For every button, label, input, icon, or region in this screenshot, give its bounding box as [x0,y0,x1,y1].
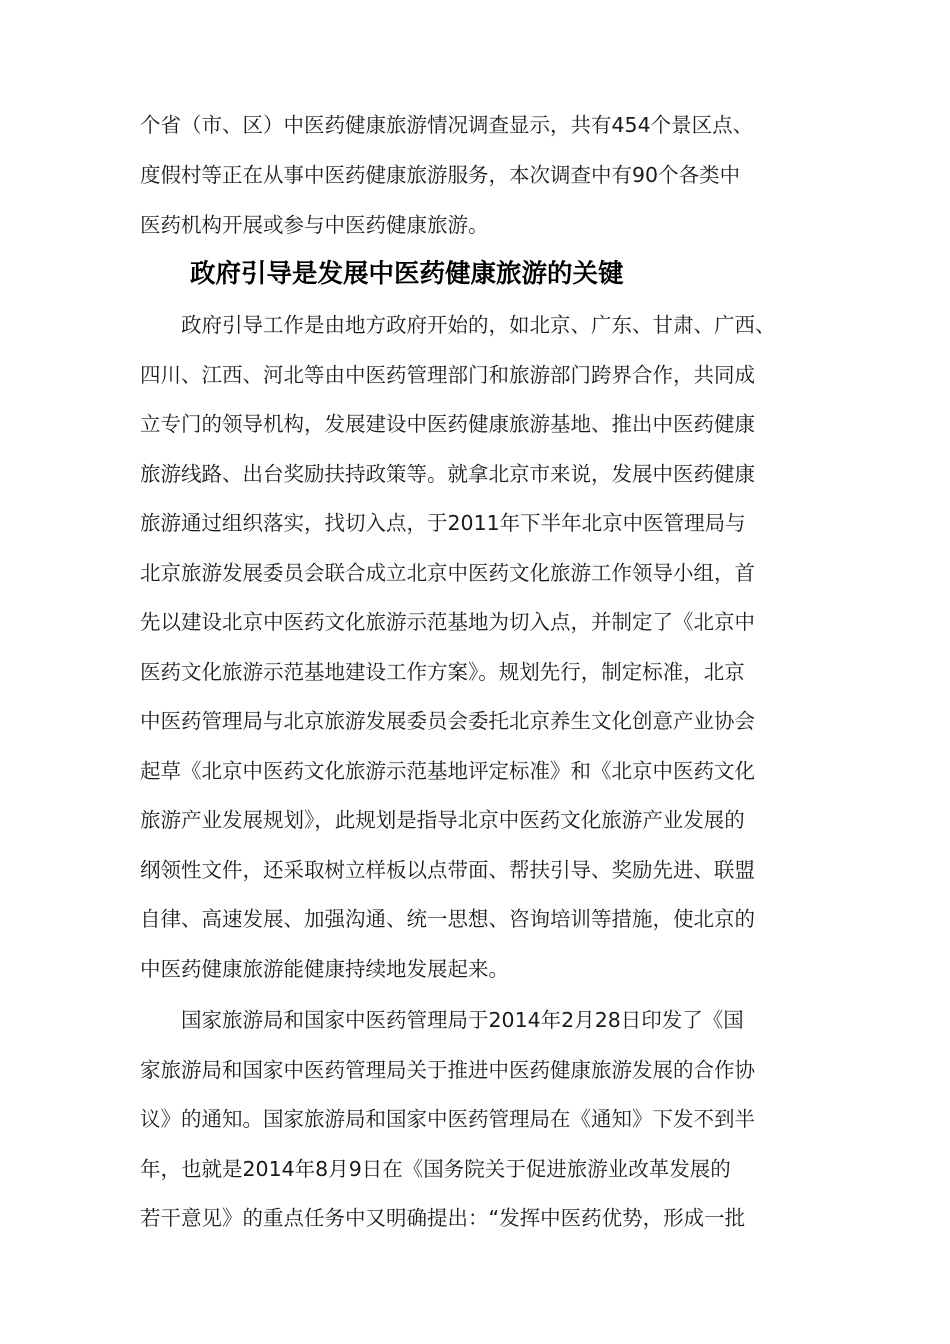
paragraph-line: 纲领性文件，还采取树立样板以点带面、帮扶引导、奖励先进、联盟 [140,858,755,882]
paragraph-line: 旅游产业发展规划》，此规划是指导北京中医药文化旅游产业发展的 [140,808,745,832]
paragraph-line: 北京旅游发展委员会联合成立北京中医药文化旅游工作领导小组，首 [140,561,755,585]
paragraph-line: 家旅游局和国家中医药管理局关于推进中医药健康旅游发展的合作协 [140,1058,755,1082]
paragraph-line: 自律、高速发展、加强沟通、统一思想、咨询培训等措施，使北京的 [140,907,755,931]
paragraph-line: 立专门的领导机构，发展建设中医药健康旅游基地、推出中医药健康 [140,412,755,436]
paragraph-line: 旅游线路、出台奖励扶持政策等。就拿北京市来说，发展中医药健康 [140,462,755,486]
paragraph-line: 先以建设北京中医药文化旅游示范基地为切入点，并制定了《北京中 [140,610,755,634]
paragraph-line: 议》的通知。国家旅游局和国家中医药管理局在《通知》下发不到半 [140,1107,755,1131]
paragraph-line: 中医药健康旅游能健康持续地发展起来。 [140,957,509,981]
paragraph-line: 起草《北京中医药文化旅游示范基地评定标准》和《北京中医药文化 [140,759,755,783]
paragraph-line: 四川、江西、河北等由中医药管理部门和旅游部门跨界合作，共同成 [140,363,755,387]
paragraph-line: 若干意见》的重点任务中又明确提出：“发挥中医药优势，形成一批 [140,1206,746,1230]
paragraph-line: 国家旅游局和国家中医药管理局于2014年2月28日印发了《国 [140,1008,744,1032]
paragraph-line: 个省（市、区）中医药健康旅游情况调查显示，共有454个景区点、 [140,113,754,137]
paragraph-line: 医药文化旅游示范基地建设工作方案》。规划先行，制定标准，北京 [140,660,745,684]
paragraph-line: 度假村等正在从事中医药健康旅游服务，本次调查中有90个各类中 [140,163,741,187]
paragraph-line: 政府引导工作是由地方政府开始的，如北京、广东、甘肃、广西、 [140,313,776,337]
paragraph-line: 医药机构开展或参与中医药健康旅游。 [140,213,489,237]
paragraph-line: 旅游通过组织落实，找切入点，于2011年下半年北京中医管理局与 [140,511,746,535]
section-heading: 政府引导是发展中医药健康旅游的关键 [190,259,624,289]
paragraph-line: 年，也就是2014年8月9日在《国务院关于促进旅游业改革发展的 [140,1157,731,1181]
paragraph-line: 中医药管理局与北京旅游发展委员会委托北京养生文化创意产业协会 [140,709,755,733]
